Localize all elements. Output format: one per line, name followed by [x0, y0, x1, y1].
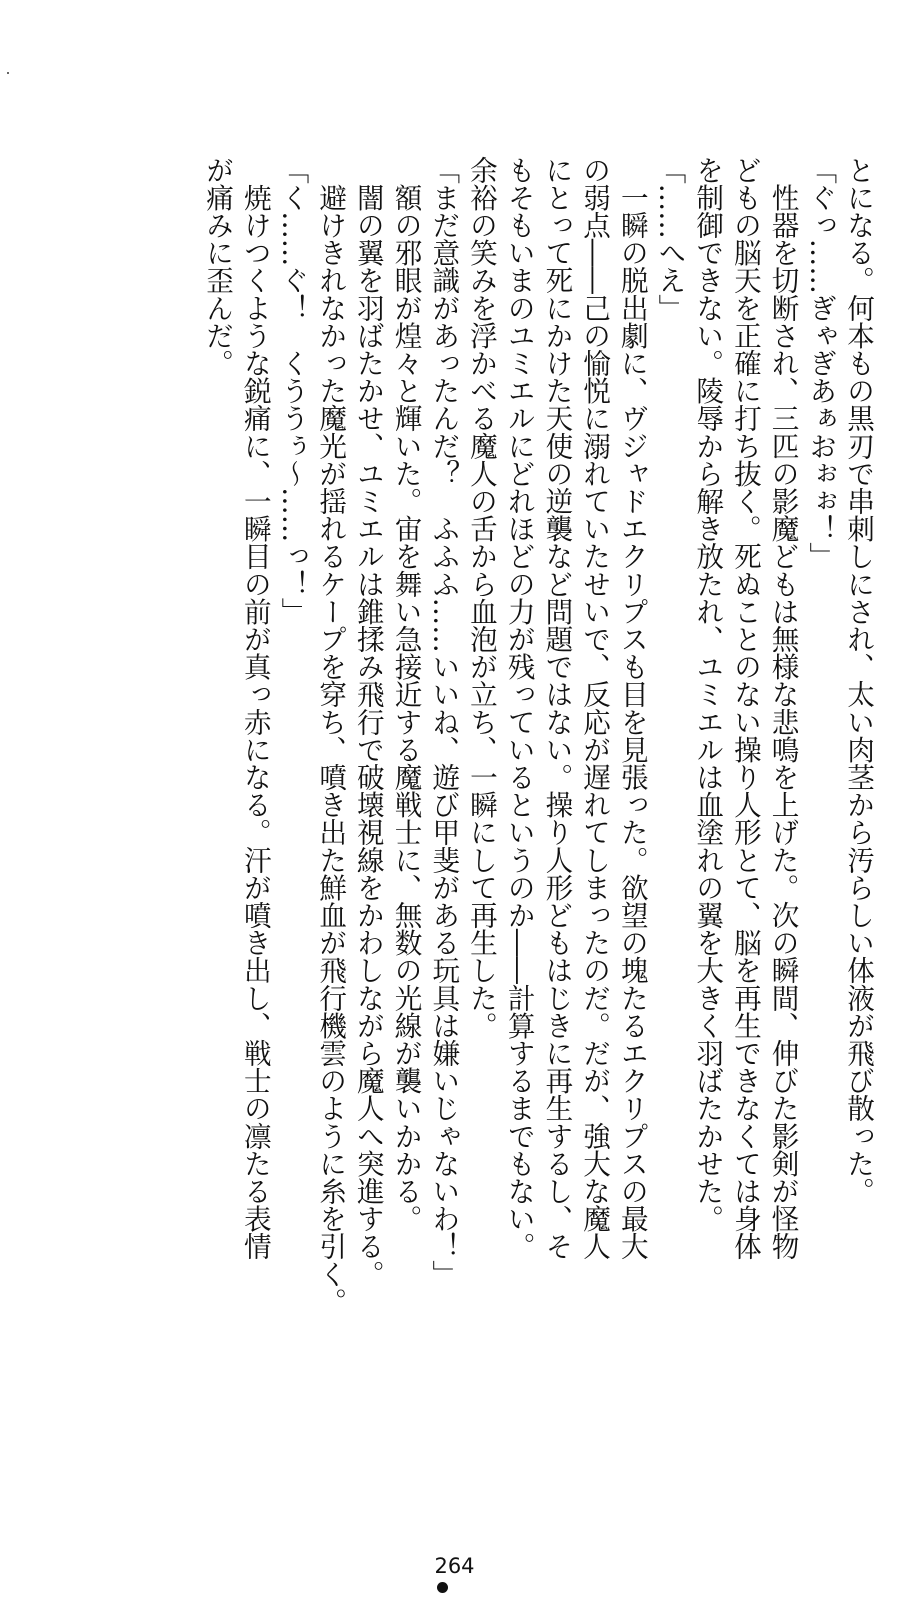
scan-speck	[7, 72, 9, 74]
text-line: 避けきれなかった魔光が揺れるケープを穿ち、噴き出た鮮血が飛行機雲のように糸を引く。	[314, 156, 348, 1316]
vertical-text-body	[37, 156, 877, 1406]
text-line: どもの脳天を正確に打ち抜く。死ぬことのない操り人形とて、脳を再生できなくては身体	[728, 156, 762, 1260]
text-line: 性器を切断され、三匹の影魔どもは無様な悲鳴を上げた。次の瞬間、伸びた影剣が怪物	[766, 156, 800, 1260]
text-line: 一瞬の脱出劇に、ヴジャドエクリプスも目を見張った。欲望の塊たるエクリプスの最大	[615, 156, 649, 1260]
page-number: 264	[434, 1554, 475, 1578]
page-dot-icon	[437, 1582, 448, 1593]
text-line: もそもいまのユミエルにどれほどの力が残っているというのか――計算するまでもない。	[502, 156, 536, 1260]
text-line: 焼けつくような鋭痛に、一瞬目の前が真っ赤になる。汗が噴き出し、戦士の凛たる表情	[238, 156, 272, 1260]
text-line: 「く……ぐ！ くううぅ〜……っ！」	[276, 156, 310, 626]
text-line: 「ぐっ……ぎゃぎあぁおぉぉ！」	[804, 156, 838, 570]
text-line: が痛みに歪んだ。	[201, 156, 235, 377]
text-line: を制御できない。陵辱から解き放たれ、ユミエルは血塗れの翼を大きく羽ばたかせた。	[691, 156, 725, 1233]
text-line: 額の邪眼が煌々と輝いた。宙を舞い急接近する魔戦士に、無数の光線が襲いかかる。	[389, 156, 423, 1233]
text-line: にとって死にかけた天使の逆襲など問題ではない。操り人形どもはじきに再生するし、そ	[540, 156, 574, 1260]
text-line: とになる。何本もの黒刃で串刺しにされ、太い肉茎から汚らしい体液が飛び散った。	[842, 156, 875, 1205]
text-line: 「……へえ」	[653, 156, 687, 322]
text-line: 「まだ意識があったんだ？ ふふふ……いいね、遊び甲斐がある玩具は嫌いじゃないわ！」	[427, 156, 461, 1288]
text-line: の弱点――己の愉悦に溺れていたせいで、反応が遅れてしまったのだ。だが、強大な魔人	[578, 156, 612, 1260]
text-line: 余裕の笑みを浮かべる魔人の舌から血泡が立ち、一瞬にして再生した。	[464, 156, 498, 1040]
text-line: 闇の翼を羽ばたかせ、ユミエルは錐揉み飛行で破壊視線をかわしながら魔人へ突進する。	[351, 156, 385, 1288]
